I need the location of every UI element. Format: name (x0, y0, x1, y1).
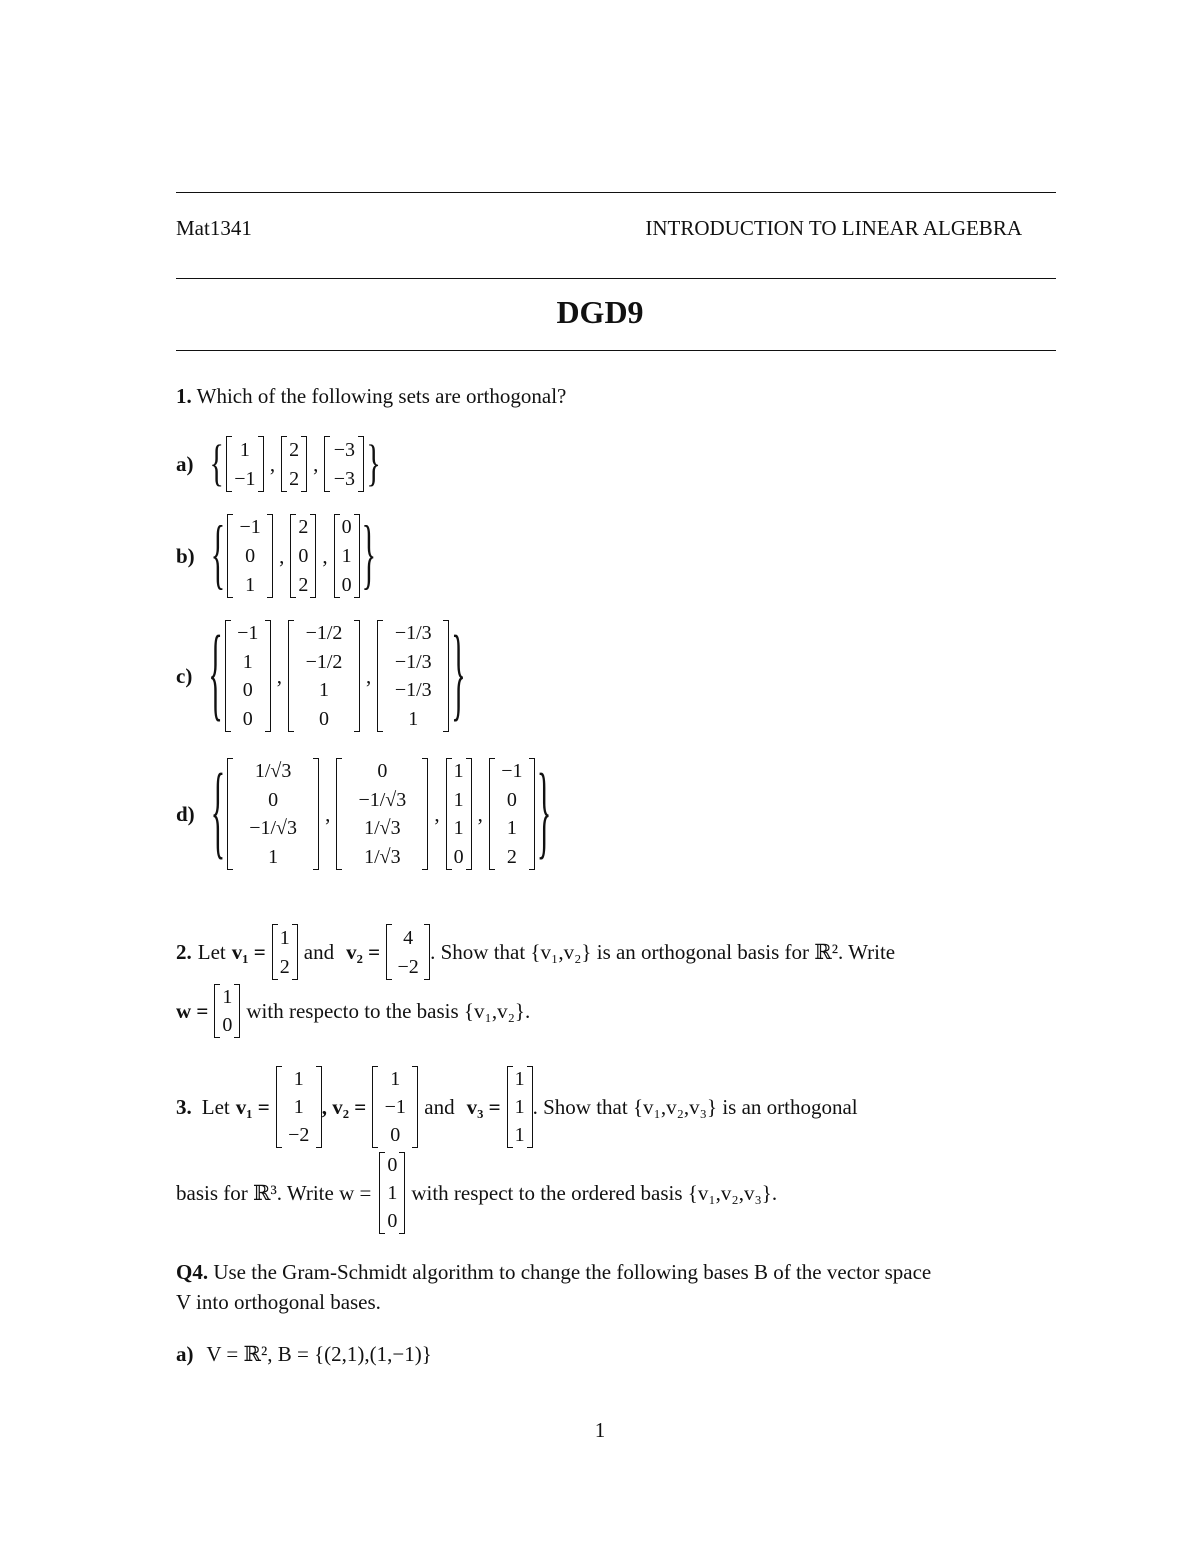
q1b-vector: 0 1 0 (334, 513, 360, 599)
q3-line1 (176, 1064, 858, 1150)
q1a-vector: 1 −1 (226, 435, 264, 493)
q2-tail: with respecto to the basis {v₁,v₂}. (246, 998, 531, 1023)
q2-show-text: . Show that {v₁,v₂} is an orthogonal basis for ℝ². Write (430, 939, 896, 964)
q4a-line (176, 1342, 432, 1367)
q3-w-vector: 0 1 0 (379, 1151, 405, 1235)
q1c-vector: −1 1 0 0 (225, 619, 271, 733)
q1a-vector: −3 −3 (324, 435, 364, 493)
course-title: INTRODUCTION TO LINEAR ALGEBRA (645, 216, 1022, 240)
q4a-label: a) (176, 1342, 194, 1366)
q1-number: 1. (176, 384, 192, 408)
q3-v3-name: v₃ = (466, 1094, 501, 1119)
q3-v2-name: , v₂ = (321, 1094, 367, 1119)
q1c-vector: −1/3 −1/3 −1/3 1 (377, 619, 449, 733)
q1b-label: b) (176, 543, 195, 568)
q2-v2-vector: 4 −2 (386, 923, 430, 981)
q1d-vector: 1/√3 0 −1/√3 1 (227, 757, 319, 871)
q1a-brace-open: { (209, 435, 224, 492)
q3-tail: with respect to the ordered basis {v₁,v₂,v₃}. (411, 1180, 778, 1205)
q2-and: and (303, 939, 335, 964)
q1d-brace-close: } (536, 754, 552, 870)
q1a-row: a) { 1 −1 , 2 2 , −3 −3 } (176, 435, 381, 492)
document-title: DGD9 (556, 294, 644, 330)
q1a-label: a) (176, 451, 194, 476)
q3-v1-vector: 1 1 −2 (276, 1065, 322, 1149)
q3-v2-vector: 1 −1 0 (372, 1065, 418, 1149)
q1b-brace-close: } (361, 511, 376, 598)
q2-w-vector: 1 0 (214, 983, 240, 1039)
q1c-brace-close: } (451, 616, 466, 732)
q3-v3-vector: 1 1 1 (507, 1065, 533, 1149)
q1b-vector: −1 0 1 (227, 513, 273, 599)
q1a-vector: 2 2 (281, 435, 307, 493)
q1-prompt-line (176, 384, 566, 409)
q1d-vector: −1 0 1 2 (489, 757, 535, 871)
q3-basis-text: basis for ℝ³. Write w = (176, 1180, 372, 1205)
q1d-vector: 1 1 1 0 (446, 757, 472, 871)
header-rule-middle (176, 278, 1056, 279)
q1d-row: d) { 1/√3 0 −1/√3 1 , 0 −1/√3 1/√3 1/√3 , 1 1 1 0 , −1 0 1 2 } (176, 754, 552, 870)
q1b-row: b) { −1 0 1 , 2 0 2 , 0 1 0 } (176, 511, 376, 598)
q3-and: and (424, 1094, 455, 1119)
q1d-vector: 0 −1/√3 1/√3 1/√3 (336, 757, 428, 871)
q2-v1-name: v₁ = (231, 939, 266, 964)
q1b-vector: 2 0 2 (290, 513, 316, 599)
q4-number: Q4. (176, 1260, 209, 1284)
q4-line1 (176, 1260, 931, 1285)
q1c-brace-open: { (208, 616, 223, 732)
q1b-brace-open: { (210, 511, 226, 598)
q1c-row: c) { −1 1 0 0 , −1/2 −1/2 1 0 , −1/3 −1/3 −1/3 1 } (176, 616, 466, 732)
q2-number: 2. (176, 939, 192, 964)
course-code: Mat1341 (176, 216, 252, 240)
page-number: 1 (594, 1418, 606, 1442)
q1d-label: d) (176, 801, 195, 826)
q4a-text: V = ℝ², B = {(2,1),(1,−1)} (206, 1342, 432, 1366)
q2-w-name: w = (176, 998, 209, 1023)
q2-let: Let (197, 939, 226, 964)
q3-v1-name: v₁ = (235, 1094, 270, 1119)
header-rule-bottom (176, 350, 1056, 351)
q3-number: 3. (176, 1094, 192, 1119)
q4-text-line1: Use the Gram-Schmidt algorithm to change the following bases B of the vector space (213, 1260, 932, 1284)
q1a-brace-close: } (366, 435, 381, 492)
q3-let: Let (201, 1094, 230, 1119)
header-rule-top (176, 192, 1056, 193)
q1-prompt: Which of the following sets are orthogonal? (196, 384, 567, 408)
q3-line2 (176, 1150, 783, 1236)
q4-text-line2: V into orthogonal bases. (176, 1290, 381, 1314)
q2-line2 (176, 982, 536, 1040)
q2-line1 (176, 922, 895, 982)
q1c-label: c) (176, 663, 193, 688)
q3-show-text: . Show that {v₁,v₂,v₃} is an orthogonal (532, 1094, 858, 1119)
q1d-brace-open: { (210, 754, 226, 870)
q2-v1-vector: 1 2 (272, 923, 298, 981)
q1c-vector: −1/2 −1/2 1 0 (288, 619, 360, 733)
q2-v2-name: v₂ = (346, 939, 381, 964)
